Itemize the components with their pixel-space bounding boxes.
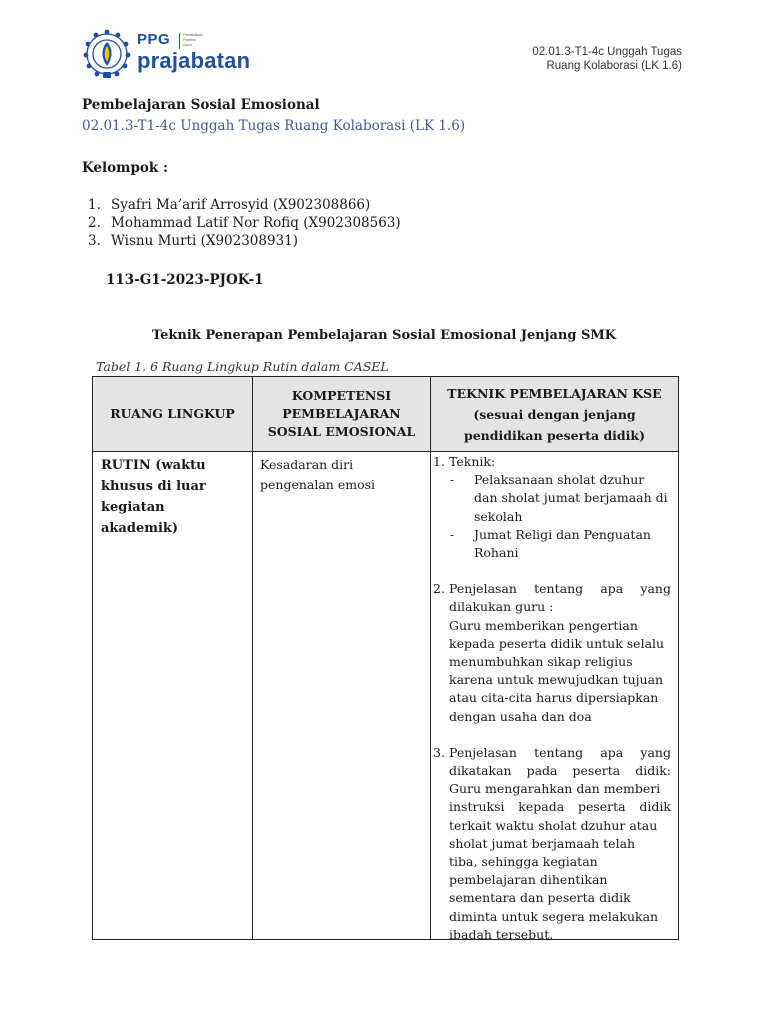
bullet-item: - Pelaksanaan sholat dzuhur dan sholat jumat berjamaah di sekolah — [450, 472, 668, 524]
bullet-item: - Jumat Religi dan Penguatan Rohani — [450, 526, 651, 561]
cell-teknik — [433, 453, 671, 944]
logo-small-text: Pendidikan Profesi Guru — [183, 32, 203, 47]
list-item: 1. Syafri Ma’arif Arrosyid (X902308866) — [88, 197, 371, 213]
logo-wordmark: prajabatan — [137, 48, 251, 73]
member-list — [88, 196, 401, 250]
logo-divider — [179, 33, 180, 49]
document-subtitle: 02.01.3-T1-4c Unggah Tugas Ruang Kolaborasi (LK 1.6) — [82, 118, 466, 134]
kelompok-label: Kelompok : — [82, 160, 168, 176]
cell-ruang-lingkup: RUTIN (waktu khusus di luar kegiatan akademik) — [101, 458, 206, 536]
section-heading: Teknik Penerapan Pembelajaran Sosial Emosional Jenjang SMK — [151, 328, 617, 343]
group-code: 113-G1-2023-PJOK-1 — [106, 272, 264, 288]
list-item: 1. Teknik: - Pelaksanaan sholat dzuhur dan sholat jumat berjamaah di sekolah - Jumat Religi dan Penguatan Rohani — [433, 453, 671, 562]
header-teknik: TEKNIK PEMBELAJARAN KSE (sesuai dengan jenjang pendidikan peserta didik) — [447, 385, 662, 443]
row-divider — [93, 451, 678, 452]
column-divider — [252, 377, 253, 939]
cell-kompetensi: Kesadaran diri pengenalan emosi — [260, 457, 376, 492]
ppg-prajabatan-logo — [83, 26, 253, 84]
list-item: 2. Penjelasan tentang apa yang dilakukan guru : Guru memberikan pengertian kepada peserta didik untuk selalu menumbuhkan sikap religius karena untuk mewujudkan tujuan atau cita-cita harus dipersiapkan dengan usaha dan doa — [433, 581, 671, 724]
casel-table — [92, 376, 679, 940]
header-assignment-label: 02.01.3-T1-4c Unggah Tugas Ruang Kolaborasi (LK 1.6) — [532, 46, 682, 72]
header-kompetensi: KOMPETENSI PEMBELAJARAN SOSIAL EMOSIONAL — [267, 388, 416, 439]
list-item: 2. Mohammad Latif Nor Rofiq (X902308563) — [88, 215, 401, 231]
list-item: 3. Wisnu Murti (X902308931) — [88, 233, 299, 249]
column-divider — [430, 377, 431, 939]
logo-ppg-text: PPG — [137, 31, 171, 48]
university-emblem-icon — [83, 28, 131, 80]
document-title: Pembelajaran Sosial Emosional — [82, 97, 320, 113]
header-ruang-lingkup: RUANG LINGKUP — [110, 406, 235, 421]
table-caption: Tabel 1. 6 Ruang Lingkup Rutin dalam CASEL — [96, 359, 389, 374]
list-item: 3. Penjelasan tentang apa yang dikatakan pada peserta didik: Guru mengarahkan dan memberi instruksi kepada peserta didik terkait waktu sholat dzuhur atau sholat jumat berjamaah telah tiba, sehingga kegiatan pembelajaran dihentikan sementara dan peserta didik diminta untuk segera melakukan ibadah tersebut. — [433, 744, 671, 942]
